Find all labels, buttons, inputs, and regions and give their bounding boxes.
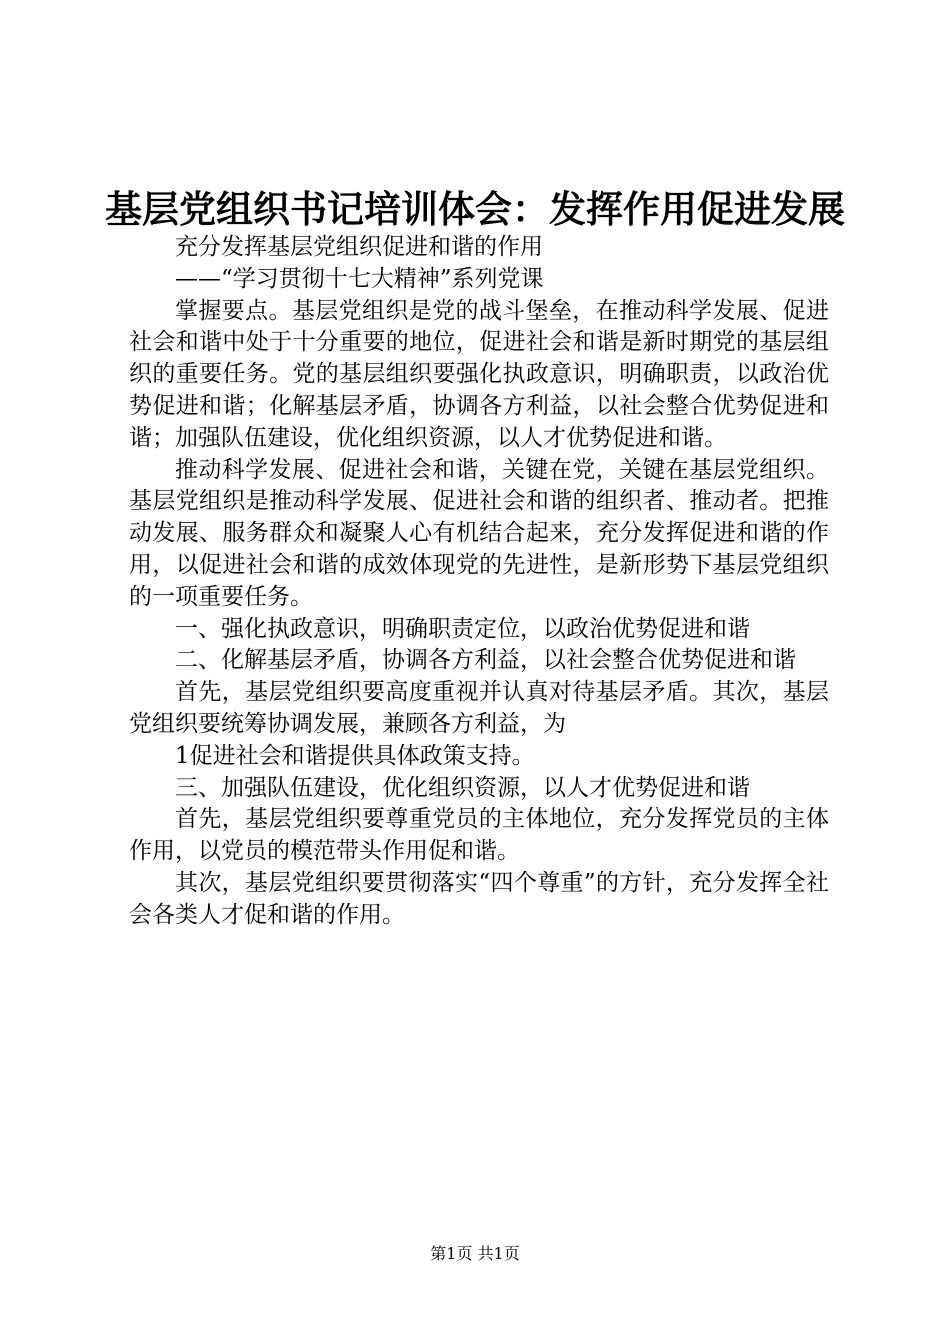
body-paragraph: 首先，基层党组织要高度重视并认真对待基层矛盾。其次，基层党组织要统筹协调发展，兼顾各方利益，为: [129, 679, 829, 737]
subtitle-series-line: ——“学习贯彻十七大精神”系列党课: [175, 265, 544, 292]
page-number-footer: 第1页 共1页: [430, 1244, 520, 1263]
section-heading: 一、强化执政意识，明确职责定位，以政治优势促进和谐: [175, 615, 750, 642]
body-paragraph: 首先，基层党组织要尊重党员的主体地位，充分发挥党员的主体作用，以党员的模范带头作用促和谐。: [129, 806, 829, 865]
body-paragraph: 1促进社会和谐提供具体政策支持。: [175, 742, 535, 769]
document-body: [129, 232, 829, 932]
section-heading: 三、加强队伍建设，优化组织资源，以人才优势促进和谐: [175, 774, 750, 801]
subtitle-line: 充分发挥基层党组织促进和谐的作用: [175, 234, 543, 260]
document-title: 基层党组织书记培训体会：发挥作用促进发展: [105, 187, 845, 231]
section-heading: 二、化解基层矛盾，协调各方利益，以社会整合优势促进和谐: [175, 647, 796, 674]
body-paragraph: 推动科学发展、促进社会和谐，关键在党，关键在基层党组织。基层党组织是推动科学发展、促进社会和谐的组织者、推动者。把推动发展、服务群众和凝聚人心有机结合起来，充分发挥促进和谐的作用，以促进社会和谐的成效体现党的先进性，是新形势下基层党组织的一项重要任务。: [129, 456, 829, 610]
body-paragraph: 掌握要点。基层党组织是党的战斗堡垒，在推动科学发展、促进社会和谐中处于十分重要的地位，促进社会和谐是新时期党的基层组织的重要任务。党的基层组织要强化执政意识，明确职责，以政治优势促进和谐；化解基层矛盾，协调各方利益，以社会整合优势促进和谐；加强队伍建设，优化组织资源，以人才优势促进和谐。: [129, 297, 829, 451]
body-paragraph: 其次，基层党组织要贯彻落实“四个尊重”的方针，充分发挥全社会各类人才促和谐的作用。: [129, 869, 829, 928]
